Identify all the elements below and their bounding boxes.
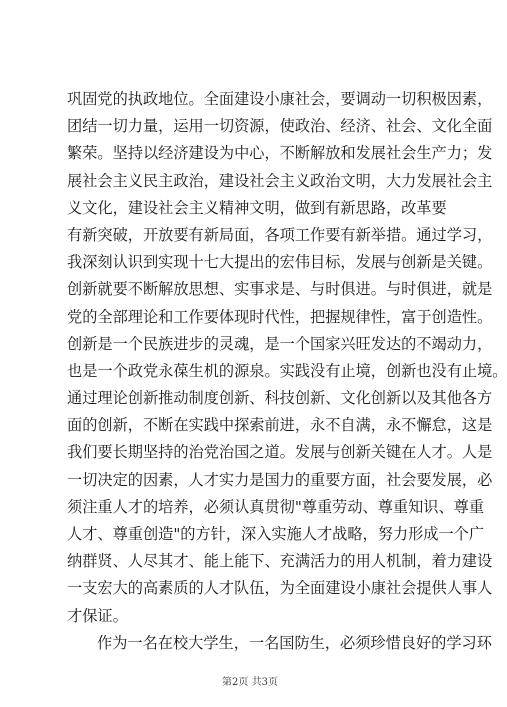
text-line: 繁荣。坚持以经济建设为中心，不断解放和发展社会生产力；发 xyxy=(67,144,493,163)
body-text xyxy=(67,86,507,657)
text-line: 通过理论创新推动制度创新、科技创新、文化创新以及其他各方 xyxy=(67,389,493,408)
text-line: 面的创新，不断在实践中探索前进，永不自满，永不懈怠，这是 xyxy=(67,416,493,435)
text-line: 我们要长期坚持的治党治国之道。发展与创新关键在人才。人是 xyxy=(67,443,493,462)
text-line: 人才、尊重创造"的方针，深入实施人才战略，努力形成一个广 xyxy=(67,525,485,543)
text-line: 有新突破，开放要有新局面，各项工作要有新举措。通过学习， xyxy=(67,225,493,244)
text-line: 我深刻认识到实现十七大提出的宏伟目标，发展与创新是关键。 xyxy=(67,253,493,272)
text-line: 一切决定的因素，人才实力是国力的重要方面，社会要发展，必 xyxy=(67,470,493,489)
text-line: 义文化，建设社会主义精神文明，做到有新思路，改革要 xyxy=(67,198,447,217)
text-line: 创新就要不断解放思想、实事求是、与时俱进。与时俱进，就是 xyxy=(67,280,493,299)
paragraph-first-line: 作为一名在校大学生，一名国防生，必须珍惜良好的学习环 xyxy=(97,633,492,652)
text-line: 创新是一个民族进步的灵魂，是一个国家兴旺发达的不竭动力， xyxy=(67,334,493,353)
text-line: 纳群贤、人尽其才、能上能下、充满活力的用人机制，着力建设 xyxy=(67,552,493,571)
text-line: 巩固党的执政地位。全面建设小康社会，要调动一切积极因素， xyxy=(67,90,493,108)
text-line: 展社会主义民主政治，建设社会主义政治文明，大力发展社会主 xyxy=(67,171,493,190)
text-line: 团结一切力量，运用一切资源，使政治、经济、社会、文化全面 xyxy=(67,117,493,136)
text-line: 党的全部理论和工作要体现时代性，把握规律性，富于创造性。 xyxy=(67,307,493,326)
text-line: 一支宏大的高素质的人才队伍，为全面建设小康社会提供人事人 xyxy=(67,579,493,598)
text-line: 才保证。 xyxy=(67,606,128,625)
page-number-footer: 第2页 共3页 xyxy=(222,677,278,688)
text-line: 须注重人才的培养，必须认真贯彻"尊重劳动、尊重知识、尊重 xyxy=(67,497,485,516)
text-line: 也是一个政党永葆生机的源泉。实践没有止境，创新也没有止境。 xyxy=(67,361,507,380)
